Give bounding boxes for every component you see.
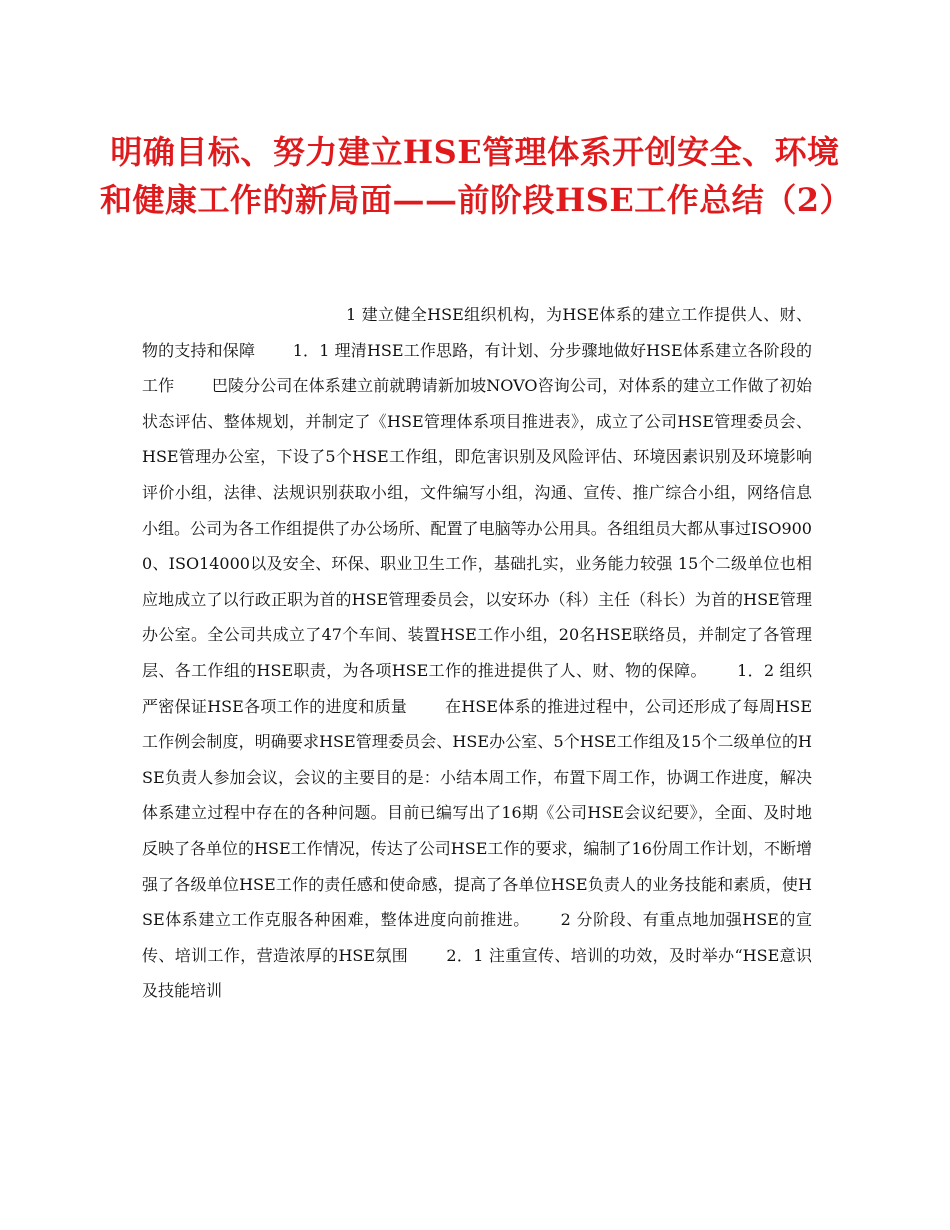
document-title: 明确目标、努力建立HSE管理体系开创安全、环境和健康工作的新局面——前阶段HSE工作总结（2）: [100, 133, 853, 219]
document-body: 1 建立健全HSE组织机构，为HSE体系的建立工作提供人、财、物的支持和保障 1．1 理清HSE工作思路，有计划、分步骤地做好HSE体系建立各阶段的工作 巴陵分公司在体系建立前就聘请新加坡NOVO咨询公司，对体系的建立工作做了初始状态评估、整体规划，并制定了《HSE管理体系项目推进表》，成立了公司HSE管理委员会、HSE管理办公室，下设了5个HSE工作组，即危害识别及风险评估、环境因素识别及环境影响评价小组，法律、法规识别获取小组，文件编写小组，沟通、宣传、推广综合小组，网络信息小组。公司为各工作组提供了办公场所、配置了电脑等办公用具。各组组员大都从事过ISO9000、ISO14000以及安全、环保、职业卫生工作，基础扎实，业务能力较强 15个二级单位也相应地成立了以行政正职为首的HSE管理委员会，以安环办（科）主任（科长）为首的HSE管理办公室。全公司共成立了47个车间、装置HSE工作小组，20名HSE联络员，并制定了各管理层、各工作组的HSE职责，为各项HSE工作的推进提供了人、财、物的保障。 1．2 组织严密保证HSE各项工作的进度和质量 在HSE体系的推进过程中，公司还形成了每周HSE工作例会制度，明确要求HSE管理委员会、HSE办公室、5个HSE工作组及15个二级单位的HSE负责人参加会议，会议的主要目的是：小结本周工作，布置下周工作，协调工作进度，解决体系建立过程中存在的各种问题。目前已编写出了16期《公司HSE会议纪要》，全面、及时地反映了各单位的HSE工作情况，传达了公司HSE工作的要求，编制了16份周工作计划，不断增强了各级单位HSE工作的责任感和使命感，提高了各单位HSE负责人的业务技能和素质，使HSE体系建立工作克服各种困难，整体进度向前推进。 2 分阶段、有重点地加强HSE的宣传、培训工作，营造浓厚的HSE氛围 2．1 注重宣传、培训的功效，及时举办“HSE意识及技能培训: [142, 305, 812, 1001]
